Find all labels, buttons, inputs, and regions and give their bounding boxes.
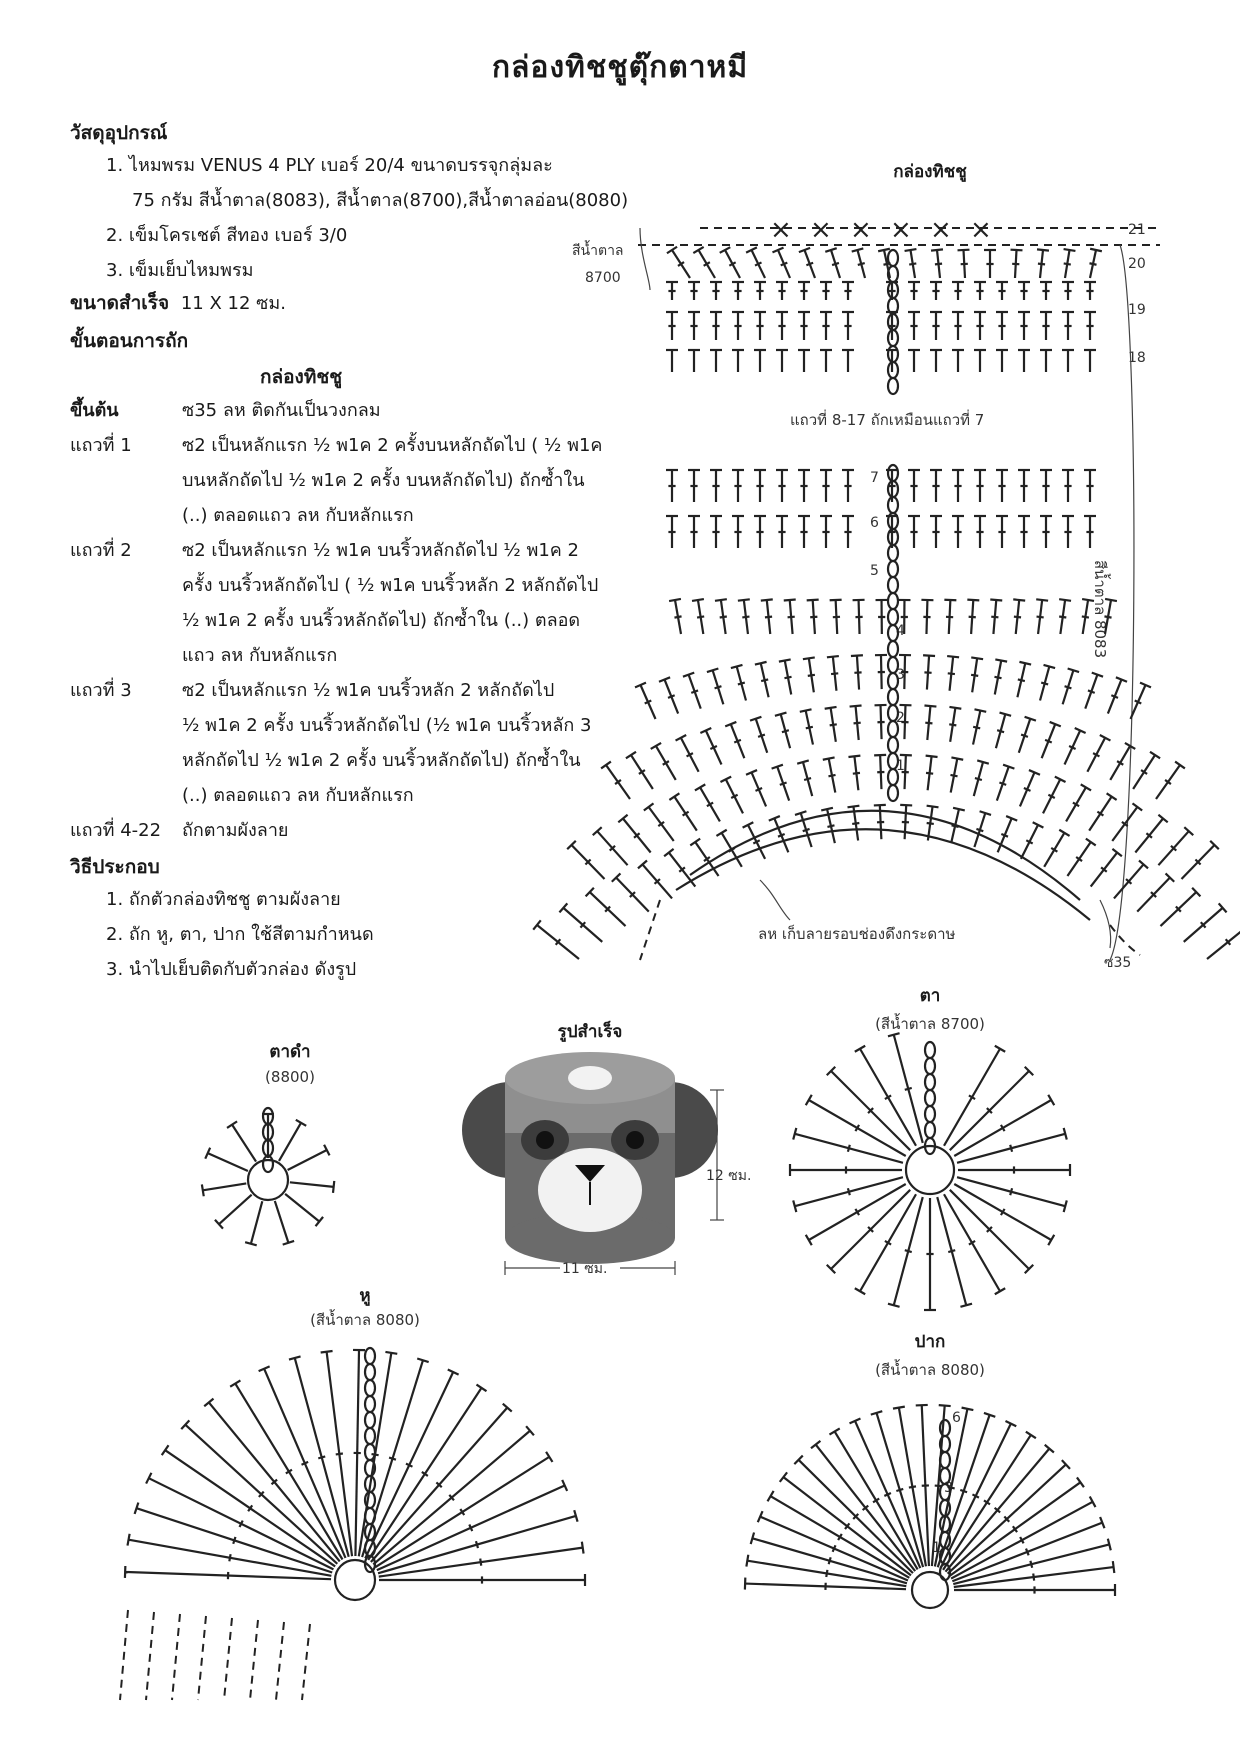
stitch-symbol: [960, 1490, 967, 1492]
row-text: (..) ตลอดแถว ลห กับหลักแรก: [182, 785, 414, 806]
materials-item: 1. ไหมพรม VENUS 4 PLY เบอร์ 20/4 ขนาดบรรจุกลุ่มละ: [106, 155, 553, 176]
chain-note: ซ35: [1104, 955, 1132, 971]
stitch-symbol: [940, 1468, 950, 1484]
stitch-symbol: [746, 1555, 748, 1567]
stitch-symbol: [893, 1407, 905, 1409]
stitch-symbol: [1113, 1561, 1114, 1573]
stitch-symbol: [1026, 1549, 1029, 1556]
row-number-1: 1: [896, 758, 905, 774]
row-text: ½ พ1ค 2 ครั้ง บนริ้วหลักถัดไป (½ พ1ค บนริ้วหลัก 3: [182, 715, 592, 736]
finished-size-value: 11 X 12 ซม.: [180, 293, 286, 314]
row-text: ซ2 เป็นหลักแรก ½ พ1ค 2 ครั้งบนหลักถัดไป ( ½ พ1ค: [182, 435, 603, 456]
row-text: ซ35 ลห ติดกันเป็นวงกลม: [182, 400, 381, 421]
assembly-heading: วิธีประกอบ: [70, 856, 160, 878]
stitch-symbol: [1020, 1537, 1023, 1543]
row-text: แถว ลห กับหลักแรก: [182, 645, 338, 666]
stitch-symbol: [916, 1405, 928, 1406]
row-text: ½ พ1ค 2 ครั้ง บนริ้วหลักถัดไป) ถักซ้ำใน (..) ตลอด: [182, 610, 581, 631]
eye-black-title: ตาดำ: [269, 1042, 311, 1062]
row-label-start: ขึ้นต้น: [70, 400, 119, 421]
stitch-symbol: [896, 1489, 903, 1491]
row-number-7: 7: [870, 470, 879, 486]
eye-title: ตา: [919, 986, 941, 1006]
box-heading: กล่องทิชชู: [260, 366, 343, 388]
materials-heading: วัสดุอุปกรณ์: [70, 122, 168, 144]
row-label-4-22: แถวที่ 4-22: [70, 820, 162, 841]
row-text: ซ2 เป็นหลักแรก ½ พ1ค บนริ้วหลักถัดไป ½ พ1ค 2: [182, 540, 579, 561]
stitch-symbol: [1026, 1432, 1036, 1439]
row-text: ครั้ง บนริ้วหลักถัดไป ( ½ พ1ค บนริ้วหลัก 2 หลักถัดไป: [182, 575, 599, 596]
materials-item: 2. เข็มโครเชต์ สีทอง เบอร์ 3/0: [106, 225, 348, 246]
stitch-symbol: [833, 1545, 836, 1552]
color-top-label: สีน้ำตาล: [572, 243, 624, 259]
box-chart-title: กล่องทิชชู: [893, 162, 967, 182]
stitch-symbol: [826, 1570, 827, 1577]
mouth-row-3: 3: [944, 1480, 953, 1496]
stitch-symbol: [939, 1405, 951, 1406]
stitch-symbol: [909, 1486, 916, 1487]
materials-item: 3. เข็มเย็บไหมพรม: [106, 260, 254, 281]
stitch-symbol: [1077, 1477, 1084, 1487]
row-number-21: 21: [1128, 222, 1146, 238]
ear-title: หู: [359, 1286, 371, 1306]
stitch-symbol: [829, 1557, 831, 1564]
materials-item: 75 กรัม สีน้ำตาล(8083), สีน้ำตาล(8700),สีน้ำตาลอ่อน(8080): [132, 190, 629, 211]
eye-black-color: (8800): [265, 1068, 315, 1086]
finished-width: 11 ซม.: [562, 1261, 608, 1277]
finished-height: 12 ซม.: [706, 1168, 752, 1184]
color-side-label: สีน้ำตาล 8083: [1091, 560, 1109, 659]
assembly-item: 2. ถัก หู, ตา, ปาก ใช้สีตามกำหนด: [106, 924, 374, 945]
row-number-2: 2: [896, 710, 905, 726]
picot-symbol: ⨯: [930, 215, 952, 245]
color-top-code: 8700: [585, 270, 621, 286]
picot-symbol: ⨯: [850, 215, 872, 245]
row-number-3: 3: [896, 667, 905, 683]
row-number-19: 19: [1128, 302, 1146, 318]
mouth-row-1: 1: [932, 1540, 941, 1556]
row-number-20: 20: [1128, 256, 1146, 272]
stitch-symbol: [940, 1420, 950, 1436]
stitch-symbol: [940, 1452, 950, 1468]
stitch-symbol: [1033, 1573, 1034, 1580]
stitch-symbol: [1108, 1539, 1111, 1551]
stitch-symbol: [884, 1493, 891, 1496]
eye-color: (สีน้ำตาล 8700): [875, 1015, 985, 1033]
assembly-item: 1. ถักตัวกล่องทิชชู ตามผังลาย: [106, 889, 341, 910]
page-title: กล่องทิชชูตุ๊กตาหมี: [491, 50, 749, 85]
picot-symbol: ⨯: [770, 215, 792, 245]
repeat-note: แถวที่ 8-17 ถักเหมือนแถวที่ 7: [790, 411, 985, 429]
picot-symbol: ⨯: [890, 215, 912, 245]
mouth-title: ปาก: [914, 1332, 946, 1352]
mouth-stitches: [745, 1405, 1115, 1608]
bottom-note: ลห เก็บลายรอบช่องดึงกระดาษ: [758, 925, 956, 943]
row-text: บนหลักถัดไป ½ พ1ค 2 ครั้ง บนหลักถัดไป) ถักซ้ำใน: [182, 470, 585, 491]
row-text: ซ2 เป็นหลักแรก ½ พ1ค บนริ้วหลัก 2 หลักถัดไป: [182, 680, 555, 701]
row-number-6: 6: [870, 515, 879, 531]
row-number-4: 4: [896, 623, 905, 639]
assembly-item: 3. นำไปเย็บติดกับตัวกล่อง ดังรูป: [106, 959, 357, 980]
mouth-row-6: 6: [952, 1410, 961, 1426]
stitch-symbol: [1030, 1561, 1032, 1568]
stitch-symbol: [962, 1408, 974, 1410]
finished-size-label: ขนาดสำเร็จ: [70, 292, 170, 314]
row-number-18: 18: [1128, 350, 1146, 366]
stitch-symbol: [940, 1484, 950, 1500]
row-label-1: แถวที่ 1: [70, 435, 132, 456]
row-label-3: แถวที่ 3: [70, 680, 132, 701]
row-text: ถักตามผังลาย: [182, 820, 289, 841]
finished-title: รูปสำเร็จ: [557, 1022, 623, 1042]
row-label-2: แถวที่ 2: [70, 540, 132, 561]
ear-color: (สีน้ำตาล 8080): [310, 1311, 420, 1329]
stitch-symbol: [972, 1494, 978, 1497]
stitch-symbol: [829, 1428, 839, 1434]
steps-heading: ขั้นตอนการถัก: [70, 330, 189, 352]
row-text: หลักถัดไป ½ พ1ค 2 ครั้ง บนริ้วหลักถัดไป) ถักซ้ำใน: [182, 750, 581, 771]
picot-symbol: ⨯: [810, 215, 832, 245]
mouth-color: (สีน้ำตาล 8080): [875, 1361, 985, 1379]
picot-symbol: ⨯: [970, 215, 992, 245]
row-text: (..) ตลอดแถว ลห กับหลักแรก: [182, 505, 414, 526]
row-number-5: 5: [870, 563, 879, 579]
